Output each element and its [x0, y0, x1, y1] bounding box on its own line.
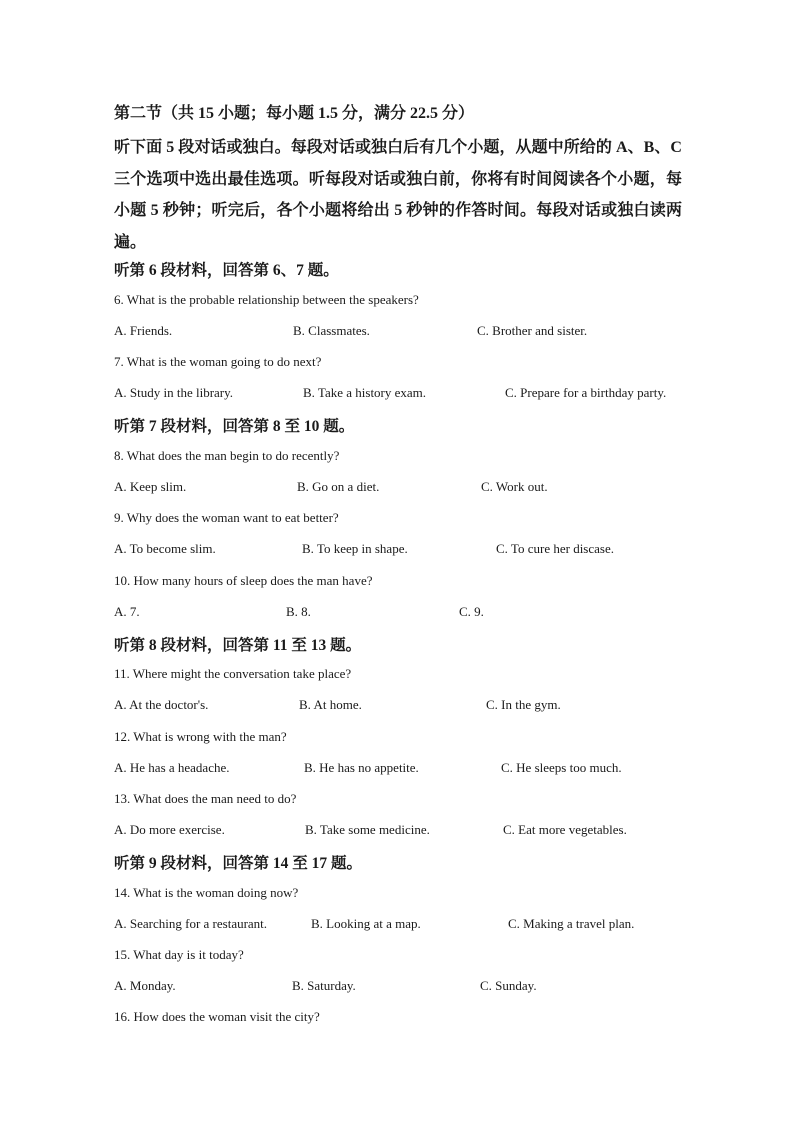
options-9	[114, 541, 694, 559]
options-8	[114, 479, 694, 497]
question-12: 12. What is wrong with the man?	[114, 729, 287, 744]
option-14-c: C. Making a travel plan.	[508, 916, 635, 931]
option-13-b: B. Take some medicine.	[305, 822, 430, 837]
section-instructions: 听下面 5 段对话或独白。每段对话或独白后有几个小题，从题中所给的 A、B、C 三个选项中选出最佳选项。听每段对话或独白前，你将有时间阅读各个小题，每小题 5 秒钟；听完后，各个小题将给出 5 秒钟的作答时间。每段对话或独白读两遍。	[114, 139, 682, 251]
option-15-a: A. Monday.	[114, 978, 176, 993]
options-10	[114, 604, 694, 622]
options-12	[114, 760, 694, 778]
option-6-c: C. Brother and sister.	[477, 323, 588, 338]
option-7-c: C. Prepare for a birthday party.	[505, 385, 667, 400]
question-14: 14. What is the woman doing now?	[114, 885, 299, 900]
options-11	[114, 697, 694, 715]
question-11: 11. Where might the conversation take place?	[114, 666, 352, 681]
option-6-b: B. Classmates.	[293, 323, 370, 338]
options-7	[114, 385, 694, 403]
option-8-a: A. Keep slim.	[114, 479, 187, 494]
option-11-c: C. In the gym.	[486, 697, 561, 712]
question-6: 6. What is the probable relationship between the speakers?	[114, 292, 419, 307]
option-7-a: A. Study in the library.	[114, 385, 234, 400]
passage-heading-9: 听第 9 段材料，回答第 14 至 17 题。	[114, 855, 363, 872]
question-16: 16. How does the woman visit the city?	[114, 1009, 320, 1024]
passage-heading-7: 听第 7 段材料，回答第 8 至 10 题。	[114, 418, 355, 435]
option-14-a: A. Searching for a restaurant.	[114, 916, 268, 931]
option-12-a: A. He has a headache.	[114, 760, 230, 775]
option-10-a: A. 7.	[114, 604, 140, 619]
options-6	[114, 323, 694, 341]
option-12-b: B. He has no appetite.	[304, 760, 419, 775]
options-14	[114, 916, 694, 934]
option-12-c: C. He sleeps too much.	[501, 760, 622, 775]
question-13: 13. What does the man need to do?	[114, 791, 297, 806]
option-9-a: A. To become slim.	[114, 541, 216, 556]
question-9: 9. Why does the woman want to eat better?	[114, 510, 339, 525]
option-8-c: C. Work out.	[481, 479, 548, 494]
option-8-b: B. Go on a diet.	[297, 479, 380, 494]
option-10-b: B. 8.	[286, 604, 311, 619]
option-15-b: B. Saturday.	[292, 978, 356, 993]
option-9-b: B. To keep in shape.	[302, 541, 408, 556]
option-7-b: B. Take a history exam.	[303, 385, 427, 400]
question-7: 7. What is the woman going to do next?	[114, 354, 322, 369]
passage-heading-6: 听第 6 段材料，回答第 6、7 题。	[114, 262, 339, 279]
option-9-c: C. To cure her discase.	[496, 541, 614, 556]
option-11-a: A. At the doctor's.	[114, 697, 209, 712]
option-15-c: C. Sunday.	[480, 978, 537, 993]
option-11-b: B. At home.	[299, 697, 362, 712]
question-8: 8. What does the man begin to do recently?	[114, 448, 340, 463]
options-15	[114, 978, 694, 996]
option-14-b: B. Looking at a map.	[311, 916, 421, 931]
option-10-c: C. 9.	[459, 604, 484, 619]
question-10: 10. How many hours of sleep does the man have?	[114, 573, 373, 588]
option-6-a: A. Friends.	[114, 323, 173, 338]
passage-heading-8: 听第 8 段材料，回答第 11 至 13 题。	[114, 637, 362, 654]
question-15: 15. What day is it today?	[114, 947, 244, 962]
option-13-c: C. Eat more vegetables.	[503, 822, 627, 837]
option-13-a: A. Do more exercise.	[114, 822, 225, 837]
section-title: 第二节（共 15 小题；每小题 1.5 分，满分 22.5 分）	[114, 105, 475, 122]
options-13	[114, 822, 694, 840]
